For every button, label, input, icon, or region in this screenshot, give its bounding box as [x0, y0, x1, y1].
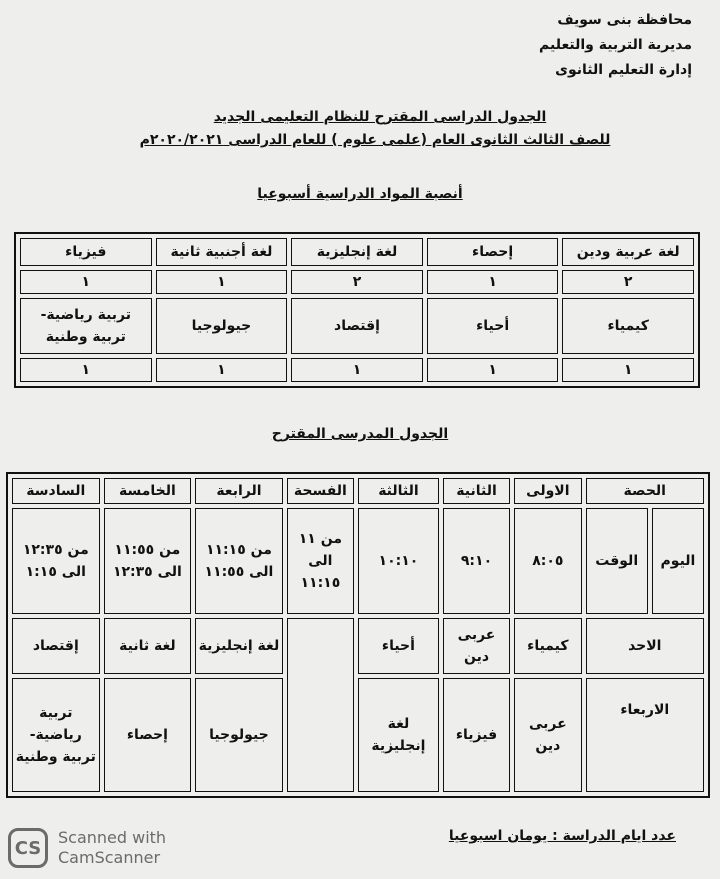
quota-value: ٢	[562, 270, 694, 294]
quota-value: ١	[427, 270, 559, 294]
period-time: ٩:١٠	[443, 508, 510, 614]
quota-value: ٢	[291, 270, 423, 294]
quota-cell: إقتصاد	[291, 298, 423, 354]
lesson-cell: جيولوجيا	[195, 678, 283, 792]
title-line-1: الجدول الدراسى المقترح للنظام التعليمى الجديد	[213, 109, 547, 125]
quota-value: ١	[291, 358, 423, 382]
camscanner-watermark	[8, 828, 166, 868]
quota-subjects-row-2	[20, 298, 694, 354]
quota-cell: لغة عربية ودين	[562, 238, 694, 266]
period-time: ١٠:١٠	[358, 508, 439, 614]
day-label: اليوم	[652, 508, 704, 614]
quota-subjects-row-1	[20, 238, 694, 266]
quota-cell: إحصاء	[427, 238, 559, 266]
lesson-cell: كيمياء	[514, 618, 581, 674]
period-time: من ١١:١٥ الى ١١:٥٥	[195, 508, 283, 614]
lesson-cell: أحياء	[358, 618, 439, 674]
period-header: الاولى	[514, 478, 581, 504]
watermark-line-2: CamScanner	[58, 848, 161, 867]
administration-name: إدارة التعليم الثانوى	[555, 62, 692, 78]
quota-cell: فيزياء	[20, 238, 152, 266]
day-name: الاربعاء	[586, 678, 704, 792]
period-time: ٨:٠٥	[514, 508, 581, 614]
day-row-wednesday	[12, 678, 704, 792]
letterhead	[539, 8, 692, 83]
lesson-cell: عربى دين	[443, 618, 510, 674]
lesson-cell: فيزياء	[443, 678, 510, 792]
watermark-text	[58, 828, 166, 868]
lesson-cell: إحصاء	[104, 678, 192, 792]
lesson-cell: لغة ثانية	[104, 618, 192, 674]
governorate-name: محافظة بنى سويف	[557, 12, 692, 28]
quota-cell: تربية رياضية- تربية وطنية	[20, 298, 152, 354]
period-header: الرابعة	[195, 478, 283, 504]
time-label: الوقت	[586, 508, 648, 614]
schedule-heading: الجدول المدرسى المقترح	[271, 426, 449, 442]
lesson-cell: عربى دين	[514, 678, 581, 792]
break-cell	[287, 618, 354, 792]
document-title	[0, 106, 720, 152]
quota-value: ١	[20, 358, 152, 382]
quota-cell: لغة إنجليزية	[291, 238, 423, 266]
period-time: من ١٢:٣٥ الى ١:١٥	[12, 508, 100, 614]
corner-label: الحصة	[586, 478, 704, 504]
study-days-note: عدد ايام الدراسة : يومان اسبوعيا	[448, 828, 676, 844]
lesson-cell: لغة إنجليزية	[195, 618, 283, 674]
camscanner-logo-icon: CS	[8, 828, 48, 868]
quota-values-row-1	[20, 270, 694, 294]
times-row	[12, 508, 704, 614]
quota-value: ١	[20, 270, 152, 294]
period-header: الثالثة	[358, 478, 439, 504]
quota-cell: كيمياء	[562, 298, 694, 354]
periods-row	[12, 478, 704, 504]
lesson-cell: إقتصاد	[12, 618, 100, 674]
quota-value: ١	[562, 358, 694, 382]
day-row-sunday	[12, 618, 704, 674]
quota-cell: أحياء	[427, 298, 559, 354]
quota-values-row-2	[20, 358, 694, 382]
day-name: الاحد	[586, 618, 704, 674]
quota-value: ١	[156, 270, 288, 294]
quota-cell: جيولوجيا	[156, 298, 288, 354]
quota-value: ١	[427, 358, 559, 382]
lesson-cell: تربية رياضية- تربية وطنية	[12, 678, 100, 792]
quota-cell: لغة أجنبية ثانية	[156, 238, 288, 266]
period-header: السادسة	[12, 478, 100, 504]
watermark-line-1: Scanned with	[58, 828, 167, 847]
period-header: الخامسة	[104, 478, 192, 504]
break-time: من ١١ الى ١١:١٥	[287, 508, 354, 614]
quota-heading: أنصبة المواد الدراسية أسبوعيا	[257, 186, 463, 202]
period-time: من ١١:٥٥ الى ١٢:٣٥	[104, 508, 192, 614]
period-header: الثانية	[443, 478, 510, 504]
directorate-name: مديرية التربية والتعليم	[539, 37, 692, 53]
quota-table	[14, 232, 700, 388]
period-header: الفسحة	[287, 478, 354, 504]
title-line-2: للصف الثالث الثانوى العام (علمى علوم ) للعام الدراسى ٢٠٢٠/٢٠٢١م	[139, 132, 611, 148]
lesson-cell: لغة إنجليزية	[358, 678, 439, 792]
quota-value: ١	[156, 358, 288, 382]
schedule-table	[6, 472, 710, 798]
